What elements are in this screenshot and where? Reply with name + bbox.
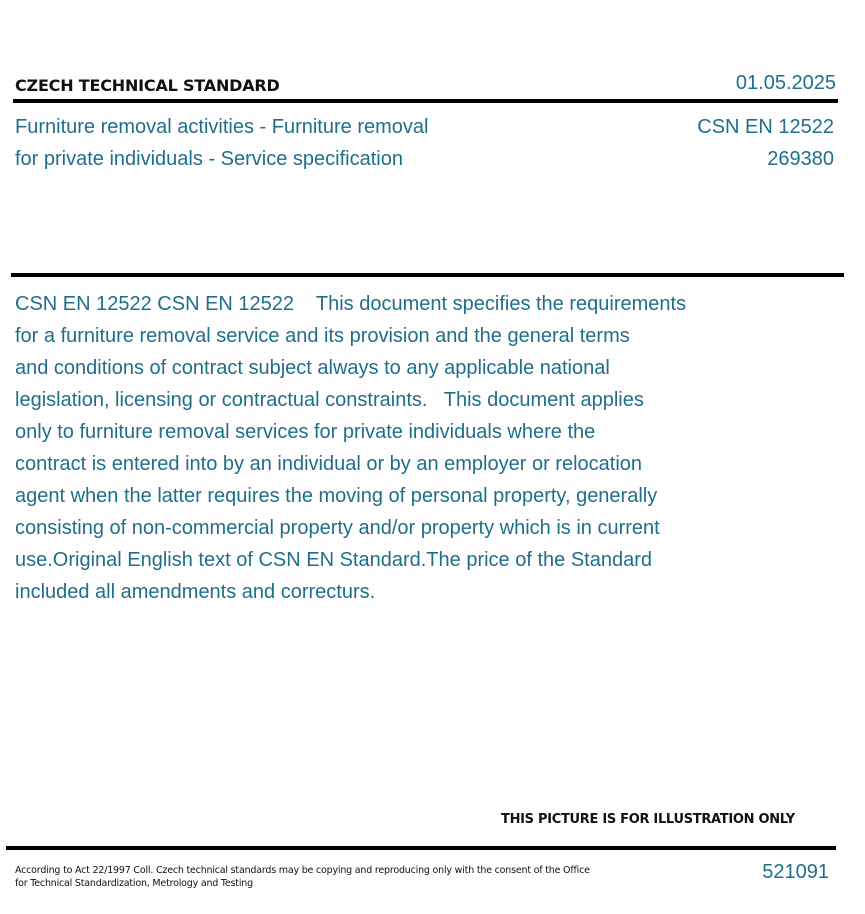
footer-number: 521091 <box>762 861 829 883</box>
publication-date: 01.05.2025 <box>735 72 836 94</box>
abstract-line: included all amendments and correcturs. <box>15 581 376 603</box>
abstract-line: legislation, licensing or contractual constraints. This document applies <box>15 389 644 411</box>
abstract-line: contract is entered into by an individual or by an employer or relocation <box>15 453 643 475</box>
standard-title-line-1: Furniture removal activities - Furniture removal <box>15 116 429 138</box>
catalog-number: 269380 <box>767 148 834 170</box>
abstract-text <box>15 288 755 608</box>
abstract-line: for a furniture removal service and its provision and the general terms <box>15 325 630 347</box>
abstract-line: agent when the latter requires the moving of personal property, generally <box>15 485 658 507</box>
abstract-line: consisting of non-commercial property and/or property which is in current <box>15 517 660 539</box>
legal-notice-line: for Technical Standardization, Metrology and Testing <box>15 878 253 889</box>
legal-notice-line: According to Act 22/1997 Coll. Czech technical standards may be copying and reproducing only with the consent of the Office <box>15 865 590 876</box>
bottom-divider <box>6 846 836 850</box>
illustration-note: THIS PICTURE IS FOR ILLUSTRATION ONLY <box>501 812 795 827</box>
standard-code: CSN EN 12522 <box>697 116 834 138</box>
abstract-line: and conditions of contract subject always to any applicable national <box>15 357 610 379</box>
abstract-line: use.Original English text of CSN EN Standard.The price of the Standard <box>15 549 653 571</box>
middle-divider <box>11 273 844 277</box>
standard-heading: CZECH TECHNICAL STANDARD <box>15 76 280 95</box>
legal-notice <box>15 864 595 890</box>
abstract-line: CSN EN 12522 CSN EN 12522 This document specifies the requirements <box>15 293 687 315</box>
top-divider <box>13 99 838 103</box>
abstract-line: only to furniture removal services for private individuals where the <box>15 421 596 443</box>
standard-title-line-2: for private individuals - Service specification <box>15 148 403 170</box>
